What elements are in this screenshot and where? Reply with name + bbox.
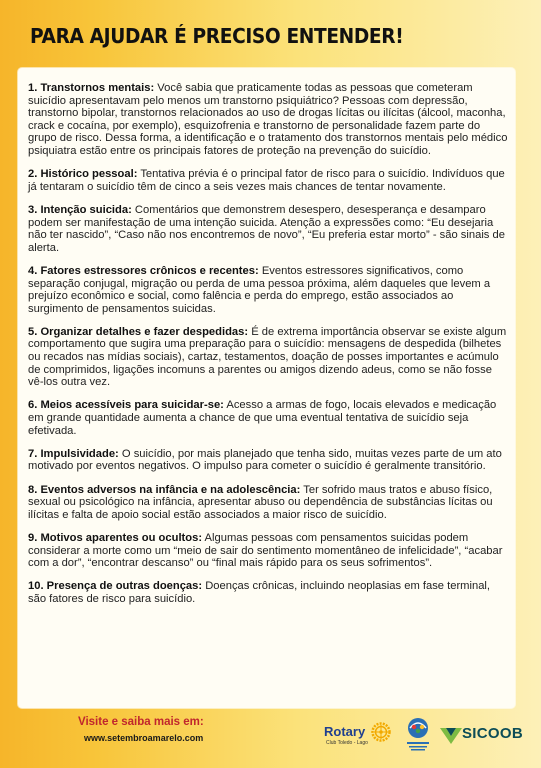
list-item xyxy=(28,82,510,158)
visit-label: Visite e saiba mais em: xyxy=(78,716,204,728)
page-title: PARA AJUDAR É PRECISO ENTENDER! xyxy=(30,24,404,48)
item-text: Acesso a armas de fogo, locais elevados e medicação em grande quantidade aumenta a chance de que uma eventual tentativa de suicídio seja efetivada. xyxy=(28,399,497,437)
list-item xyxy=(28,265,510,315)
item-text: Comentários que demonstrem desespero, desesperança e desamparo podem ser manifestação de uma intenção suicida. Atenção a expressões como: “Eu desejaria não ter nascido”, “Caso não nos encontremos de novo”, “Eu preferia estar morto” - são sinais de alerta. xyxy=(28,203,505,254)
item-heading: 6. Meios acessíveis para suicidar-se: xyxy=(28,399,224,412)
item-heading: 5. Organizar detalhes e fazer despedidas: xyxy=(28,325,249,338)
list-item xyxy=(28,532,510,570)
item-heading: 8. Eventos adversos na infância e na adolescência: xyxy=(28,483,301,496)
list-item xyxy=(28,326,510,389)
sicoob-name: SICOOB xyxy=(462,725,523,742)
item-heading: 7. Impulsividade: xyxy=(28,447,119,460)
rotary-logo xyxy=(324,724,394,754)
list-item xyxy=(28,484,510,522)
list-item xyxy=(28,168,510,193)
list-item xyxy=(28,204,510,254)
item-text: O suicídio, por mais planejado que tenha sido, muitas vezes parte de um ato motivado por eventos negativos. O impulso para cometer o suicídio é geralmente transitório. xyxy=(28,447,502,473)
item-text: Eventos estressores significativos, como separação conjugal, migração ou perda de uma pessoa próxima, além daqueles que levem a prejuízo econômico e social, como falência e perda do emprego, estão associados ao surgimento de pensamentos suicidas. xyxy=(28,264,491,315)
item-heading: 3. Intenção suicida: xyxy=(28,203,132,216)
item-heading: 4. Fatores estressores crônicos e recentes: xyxy=(28,264,259,277)
sicoob-mark-icon xyxy=(440,724,462,744)
rotary-club-name: Club Toledo - Lago xyxy=(326,740,368,746)
risk-factors-list xyxy=(28,82,510,616)
item-text: Você sabia que praticamente todas as pessoas que cometeram suicídio apresentavam pelo menos um transtorno psiquiátrico? Pessoas com depressão, transtorno bipolar, transtornos relacionados ao uso de drogas lícitas ou ilícitas (álcool, maconha, crack e cocaína, por exemplo), esquizofrenia e transtorno de personalidade fazem parte do grupo de risco. Dessa forma, a identificação e o tratamento dos transtornos mentais pelo médico psiquiatra estão entre os principais fatores de proteção na prevenção do suicídio. xyxy=(28,82,508,157)
item-text: É de extrema importância observar se existe algum comportamento que sugira uma preparação para o suicídio: mensagens de despedida (bilhetes ou recados nas mídias sociais), cartaz, testamentos, doação de posses importantes e acúmulo de comprimidos, ligações incomuns a parentes ou amigos dizendo adeus, como se não fosse vê-los outra vez. xyxy=(28,325,507,389)
item-text: Tentativa prévia é o principal fator de risco para o suicídio. Indivíduos que já tentaram o suicídio têm de cinco a seis vezes mais chances de tentar novamente. xyxy=(28,168,505,193)
item-text: Ter sofrido maus tratos e abuso físico, sexual ou psicológico na infância, apresentar abuso ou dependência de substâncias lícitas ou ilícitas e falta de apoio social estão associados a maior risco de suicídio. xyxy=(28,483,493,521)
item-heading: 2. Histórico pessoal: xyxy=(28,168,138,181)
item-text: Algumas pessoas com pensamentos suicidas podem considerar a morte como um “meio de sair do sentimento momentâneo de infelicidade”, “acabar com a dor”, “encontrar descanso” ou “final mais rápido para os seus sofrimentos”. xyxy=(28,531,503,570)
list-item xyxy=(28,399,510,437)
community-badge-icon xyxy=(404,716,432,756)
website-link[interactable]: www.setembroamarelo.com xyxy=(84,733,204,743)
item-heading: 9. Motivos aparentes ou ocultos: xyxy=(28,531,203,544)
sicoob-logo xyxy=(440,724,523,746)
list-item xyxy=(28,448,510,473)
item-heading: 10. Presença de outras doenças: xyxy=(28,580,203,593)
item-text: Doenças crônicas, incluindo neoplasias em fase terminal, são fatores de risco para suicídio. xyxy=(28,580,491,605)
rotary-wheel-icon xyxy=(371,722,391,742)
list-item xyxy=(28,580,510,605)
rotary-name: Rotary xyxy=(324,724,366,739)
item-heading: 1. Transtornos mentais: xyxy=(28,82,155,94)
